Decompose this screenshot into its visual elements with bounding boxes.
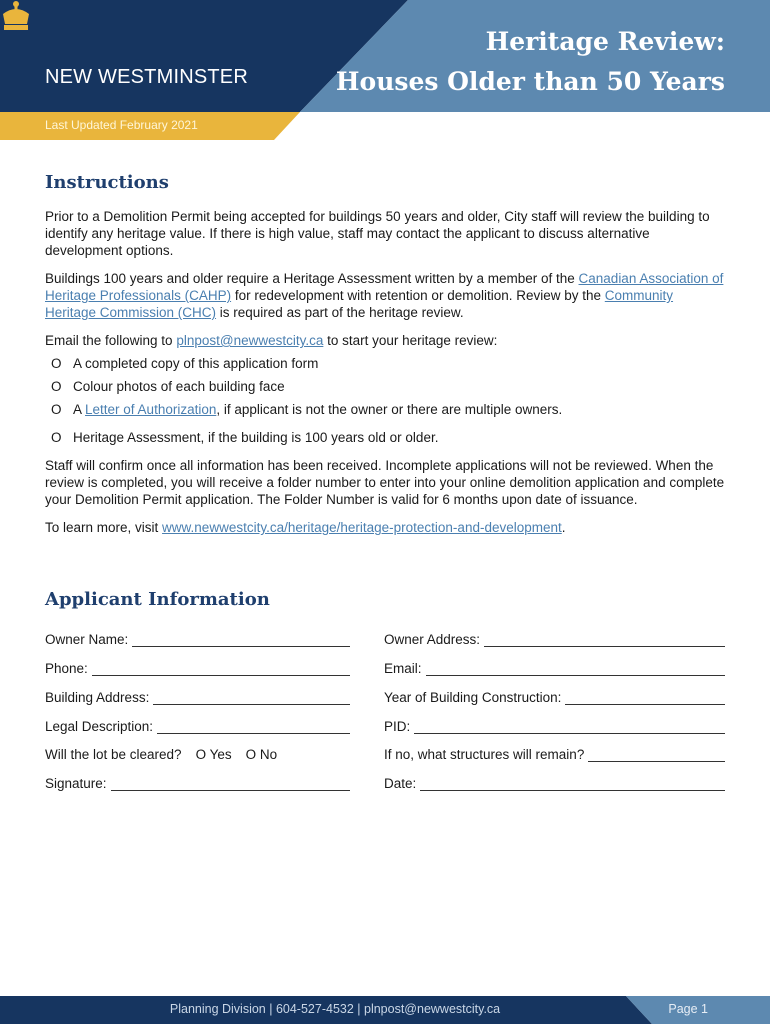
paragraph-assessment xyxy=(45,270,725,321)
blank-line[interactable] xyxy=(588,747,725,762)
text-span: Buildings 100 years and older require a Heritage Assessment written by a member of the xyxy=(45,271,579,286)
bullet-circle-icon: O xyxy=(51,356,62,371)
list-item-text: A completed copy of this application form xyxy=(73,356,319,371)
footer-contact: Planning Division | 604-527-4532 | plnpost@newwestcity.ca xyxy=(169,1002,501,1016)
field-label: Phone: xyxy=(45,661,88,676)
field-label: Year of Building Construction: xyxy=(384,690,562,705)
list-item-text: Heritage Assessment, if the building is 100 years old or older. xyxy=(73,430,439,445)
email-link[interactable]: plnpost@newwestcity.ca xyxy=(176,333,324,348)
page-number: Page 1 xyxy=(668,1002,708,1016)
blank-line[interactable] xyxy=(111,776,350,791)
page-footer xyxy=(0,996,770,1024)
form-row xyxy=(45,744,725,762)
text-span: to start your heritage review: xyxy=(323,333,498,348)
form-row xyxy=(45,629,725,647)
no-option[interactable]: O No xyxy=(245,747,278,762)
field-label: Will the lot be cleared? xyxy=(45,747,182,762)
list-item xyxy=(45,378,725,395)
phone-field[interactable] xyxy=(45,658,350,676)
list-item-text: A xyxy=(73,402,86,417)
form-row xyxy=(45,716,725,734)
list-item xyxy=(45,355,725,372)
pid-field[interactable] xyxy=(384,716,725,734)
paragraph-learn-more xyxy=(45,519,725,536)
year-built-field[interactable] xyxy=(384,687,725,705)
yes-option[interactable]: O Yes xyxy=(195,747,232,762)
field-label: Date: xyxy=(384,776,417,791)
requirements-list xyxy=(45,355,725,446)
form-row xyxy=(45,773,725,791)
blank-line[interactable] xyxy=(132,632,350,647)
text-span: . xyxy=(561,520,566,535)
bullet-circle-icon: O xyxy=(51,430,62,445)
field-label: Legal Description: xyxy=(45,719,154,734)
field-label: Email: xyxy=(384,661,422,676)
date-field[interactable] xyxy=(384,773,725,791)
page-header xyxy=(0,0,770,140)
blank-line[interactable] xyxy=(565,690,725,705)
bullet-circle-icon: O xyxy=(51,379,62,394)
instructions-heading: Instructions xyxy=(45,172,169,193)
blank-line[interactable] xyxy=(157,719,350,734)
heritage-website-link[interactable]: www.newwestcity.ca/heritage/heritage-protection-and-development xyxy=(162,520,562,535)
field-label: If no, what structures will remain? xyxy=(384,747,585,762)
cahp-link[interactable]: Canadian Association of Heritage Professionals (CAHP) xyxy=(45,271,724,303)
blank-line[interactable] xyxy=(426,661,725,676)
list-item-text: , if applicant is not the owner or there are multiple owners. xyxy=(216,402,563,417)
text-span: Email the following to xyxy=(45,333,177,348)
field-label: Signature: xyxy=(45,776,107,791)
email-field[interactable] xyxy=(384,658,725,676)
applicant-heading: Applicant Information xyxy=(45,589,270,610)
text-span: for redevelopment with retention or demolition. Review by the xyxy=(231,288,605,303)
last-updated: Last Updated February 2021 xyxy=(45,118,198,132)
legal-description-field[interactable] xyxy=(45,716,350,734)
owner-address-field[interactable] xyxy=(384,629,725,647)
paragraph-intro: Prior to a Demolition Permit being accepted for buildings 50 years and older, City staff will review the building to identify any heritage value. If there is high value, staff may contact the applicant to discuss alternative development options. xyxy=(45,209,710,258)
bullet-circle-icon: O xyxy=(51,402,62,417)
blank-line[interactable] xyxy=(153,690,350,705)
instructions-section xyxy=(45,172,725,536)
letter-of-authorization-link[interactable]: Letter of Authorization xyxy=(85,402,217,417)
crown-logo-icon xyxy=(0,0,32,34)
list-item xyxy=(45,401,725,418)
field-label: Owner Address: xyxy=(384,632,481,647)
signature-field[interactable] xyxy=(45,773,350,791)
list-item xyxy=(45,429,725,446)
page-title xyxy=(336,22,725,102)
paragraph-confirmation: Staff will confirm once all information has been received. Incomplete applications will not be reviewed. When the review is completed, you will receive a folder number to enter into your online demolition application and complete your Demolition Permit application. The Folder Number is valid for 6 months upon date of issuance. xyxy=(45,458,725,507)
paragraph-email xyxy=(45,332,725,349)
blank-line[interactable] xyxy=(484,632,725,647)
form-row xyxy=(45,658,725,676)
building-address-field[interactable] xyxy=(45,687,350,705)
field-label: PID: xyxy=(384,719,411,734)
owner-name-field[interactable] xyxy=(45,629,350,647)
text-span: To learn more, visit xyxy=(45,520,163,535)
blank-line[interactable] xyxy=(414,719,725,734)
blank-line[interactable] xyxy=(420,776,725,791)
blank-line[interactable] xyxy=(92,661,350,676)
chc-link[interactable]: Community Heritage Commission (CHC) xyxy=(45,288,674,320)
form-row xyxy=(45,687,725,705)
text-span: is required as part of the heritage review. xyxy=(216,305,464,320)
field-label: Building Address: xyxy=(45,690,150,705)
field-label: Owner Name: xyxy=(45,632,129,647)
structures-remain-field[interactable] xyxy=(384,744,725,762)
title-line-2: Houses Older than 50 Years xyxy=(335,67,725,96)
logo-wordmark: NEW WESTMINSTER xyxy=(45,66,248,88)
lot-cleared-field xyxy=(45,744,350,762)
title-line-1: Heritage Review: xyxy=(485,27,725,56)
list-item-text: Colour photos of each building face xyxy=(73,379,285,394)
